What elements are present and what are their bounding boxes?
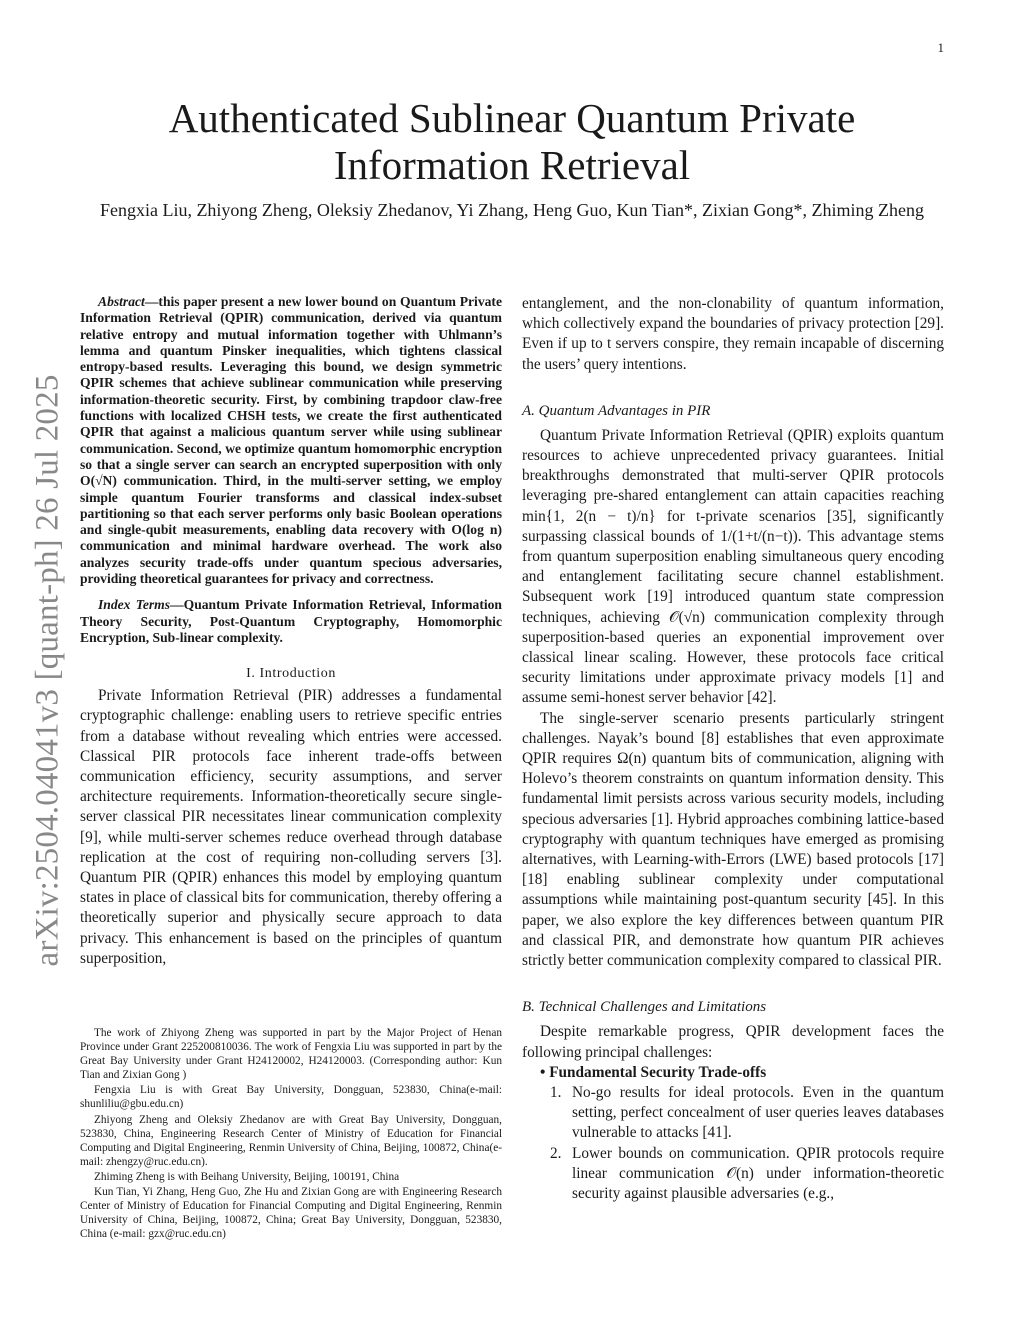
section-a-paragraph: Quantum Private Information Retrieval (QPIR) exploits quantum resources to achieve unprecedented privacy guarantees. Initial breakthroughs demonstrated that multi-server QPIR protocols leveraging pre-shared entanglement can attain capacities reaching min{1, 2(n − t)/n} for t-private scenarios [35], significantly surpassing classical bounds of 1/(1+t/(n−t)). This advantage stems from quantum superposition enabling simultaneous query encoding and entanglement facilitating secure channel establishment. Subsequent work [19] introduced quantum state compression techniques, achieving 𝒪(√n) communication complexity through superposition-based queries an exponential improvement over classical linear scaling. However, these protocols face critical security limitations under approximate privacy models [1] and assume semi-honest server behavior [42].	[522, 426, 944, 707]
footnote-affiliation: Kun Tian, Yi Zhang, Heng Guo, Zhe Hu and Zixian Gong are with Engineering Research Center of Ministry of Education for Financial Computing and Digital Engineering, Renmin University of China, Beijing, 100872, China; Great Bay University, Dongguan, 523830, China (e-mail: gzx@ruc.edu.cn)	[80, 1186, 502, 1241]
subsection-heading-a: A. Quantum Advantages in PIR	[522, 402, 711, 419]
enum-text: Lower bounds on communication. QPIR protocols require linear communication 𝒪(n) under information-theoretic security against plausible adversaries (e.g.,	[572, 1144, 944, 1202]
author-list: Fengxia Liu, Zhiyong Zheng, Oleksiy Zhedanov, Yi Zhang, Heng Guo, Kun Tian*, Zixian Gong*, Zhiming Zheng	[99, 200, 925, 220]
left-column	[80, 294, 502, 969]
footnotes	[80, 1026, 502, 1242]
section-b-paragraph: Despite remarkable progress, QPIR development faces the following principal challenges:	[522, 1023, 944, 1061]
enum-text: No-go results for ideal protocols. Even in the quantum setting, perfect concealment of user queries leaves databases vulnerable to attacks [41].	[572, 1083, 944, 1142]
footnote-affiliation: Zhiming Zheng is with Beihang University, Beijing, 100191, China	[94, 1170, 400, 1183]
footnote-affiliation: Zhiyong Zheng and Oleksiy Zhedanov are with Great Bay University, Dongguan, 523830, China, Engineering Research Center of Ministry of Education for Financial Computing and Digital Engineering, Renmin University of China, Beijing, 100872, China(e-mail: zhengzy@ruc.edu.cn).	[80, 1113, 502, 1168]
right-column	[522, 294, 944, 1204]
enum-number: 1.	[550, 1083, 562, 1101]
abstract	[80, 294, 502, 587]
footnote-affiliation: Fengxia Liu is with Great Bay University, Dongguan, 523830, China(e-mail: shunliliu@gbu.edu.cn)	[80, 1084, 502, 1111]
bullet-item: • Fundamental Security Trade-offs	[540, 1063, 767, 1081]
intro-continuation: entanglement, and the non-clonability of quantum information, which collectively expand the boundaries of privacy protection [29]. Even if up to t servers conspire, they remain incapable of discerning the users’ query intentions.	[522, 295, 944, 373]
footnote-funding: The work of Zhiyong Zheng was supported in part by the Major Project of Henan Province under Grant 225200810036. The work of Fengxia Liu was supported in part by the Great Bay University under Grant H24120002, H24120003. (Corresponding author: Kun Tian and Zixian Gong )	[80, 1027, 502, 1082]
enumerated-item	[522, 1144, 944, 1205]
intro-paragraph: Private Information Retrieval (PIR) addresses a fundamental cryptographic challenge: enabling users to retrieve specific entries from a database without revealing which entries were accessed. Classical PIR protocols face inherent trade-offs between communication efficiency, security assumptions, and server architecture requirements. Information-theoretically secure single-server classical PIR necessitates linear communication complexity [9], while multi-server schemes reduce overhead through database replication at the cost of requiring non-colluding servers [3]. Quantum PIR (QPIR) enhances this model by employing quantum states in place of classical bits for communication, thereby offering a theoretically superior and physically secure approach to data privacy. This enhancement is based on the principles of quantum superposition,	[80, 687, 502, 967]
paper-title: Authenticated Sublinear Quantum Private Information Retrieval	[168, 95, 856, 188]
index-terms	[80, 597, 502, 646]
arxiv-stamp-text: arXiv:2504.04041v3 [quant-ph] 26 Jul 2025	[29, 373, 66, 967]
abstract-text: —this paper present a new lower bound on Quantum Private Information Retrieval (QPIR) communication, derived via quantum relative entropy and mutual information together with Uhlmann’s lemma and quantum Pinsker inequalities, which tightens classical entropy-based results. Leveraging this bound, we design symmetric QPIR schemes that achieve sublinear communication while preserving information-theoretic security. First, by combining trapdoor claw-free functions with localized CHSH tests, we create the first authenticated QPIR that against a malicious quantum server while using sublinear communication. Second, we optimize quantum homomorphic encryption so that a single server can search an encrypted superposition with only O(√N) communication. Third, in the multi-server setting, we employ simple quantum Fourier transforms and classical index-subset partitioning so that each server performs only basic Boolean operations and single-qubit measurements, enabling data recovery with O(log n) communication and minimal hardware overhead. The work also analyzes security trade-offs under quantum specious adversaries, providing theoretical guarantees for privacy and correctness.	[80, 294, 502, 587]
subsection-heading-b: B. Technical Challenges and Limitations	[522, 999, 767, 1016]
section-a-paragraph: The single-server scenario presents particularly stringent challenges. Nayak’s bound [8] establishes that even approximate QPIR requires Ω(n) quantum bits of communication, aligning with Holevo’s theorem constraints on quantum information density. This fundamental limit persists across various security models, including specious adversaries [1]. Hybrid approaches combining lattice-based cryptography with quantum techniques have emerged as promising alternatives, with Learning-with-Errors (LWE) based protocols [17] [18] enabling sublinear complexity under computational assumptions while maintaining post-quantum security [45]. In this paper, we also explore the key differences between quantum PIR and classical PIR, and demonstrate how quantum PIR achieves strictly better communication complexity compared to classical PIR.	[522, 709, 944, 970]
index-terms-text: —Quantum Private Information Retrieval, Information Theory Security, Post-Quantum Cryptography, Homomorphic Encryption, Sub-linear complexity.	[80, 597, 502, 645]
enumerated-item	[522, 1083, 944, 1144]
index-terms-label: Index Terms	[98, 597, 171, 613]
arxiv-stamp	[28, 360, 68, 980]
enum-number: 2.	[550, 1144, 562, 1162]
bullet-item-label: Fundamental Security Trade-offs	[549, 1063, 767, 1081]
page-number: 1	[937, 40, 944, 55]
abstract-label: Abstract	[98, 294, 145, 309]
section-heading-introduction: I. Introduction	[246, 666, 336, 682]
